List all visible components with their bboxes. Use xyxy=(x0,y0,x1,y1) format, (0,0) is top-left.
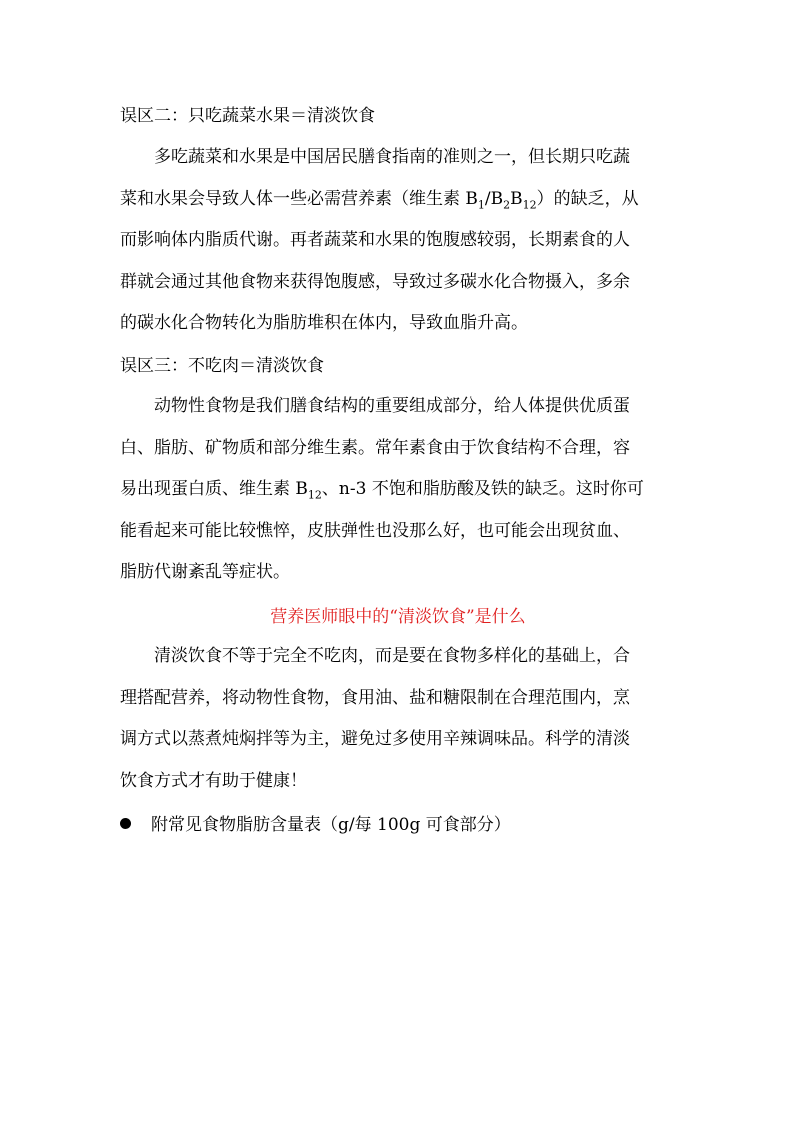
text-segment: /B xyxy=(484,188,504,209)
subscript: 12 xyxy=(307,488,322,502)
paragraph-light-diet xyxy=(120,636,676,802)
text-line: 的碳水化合物转化为脂肪堆积在体内，导致血脂升高。 xyxy=(120,313,528,334)
text-line: 脂肪代谢紊乱等症状。 xyxy=(120,562,290,583)
text-line: 白、脂肪、矿物质和部分维生素。常年素食由于饮食结构不合理，容 xyxy=(120,437,630,458)
subscript: 2 xyxy=(503,197,511,211)
text-line: 动物性食物是我们膳食结构的重要组成部分，给人体提供优质蛋 xyxy=(154,396,630,416)
text-line xyxy=(120,179,676,221)
paragraph-myth-2 xyxy=(120,137,676,345)
text-segment: ）的缺乏，从 xyxy=(536,188,639,209)
text-line: 饮食方式才有助于健康！ xyxy=(120,770,307,791)
paragraph-myth-3 xyxy=(120,386,676,594)
text-line: 理搭配营养，将动物性食物，食用油、盐和糖限制在合理范围内，烹 xyxy=(120,687,630,708)
bullet-text: 附常见食物脂肪含量表（g/每 100g 可食部分） xyxy=(151,815,511,835)
bullet-icon xyxy=(120,818,131,829)
section-heading-myth-2: 误区二：只吃蔬菜水果＝清淡饮食 xyxy=(120,106,375,126)
text-segment: 易出现蛋白质、维生素 B xyxy=(120,479,308,500)
text-segment: B xyxy=(510,188,523,209)
text-line: 能看起来可能比较憔悴，皮肤弹性也没那么好，也可能会出现贫血、 xyxy=(120,520,630,541)
subscript: 1 xyxy=(477,197,485,211)
text-line: 调方式以蒸煮炖焖拌等为主，避免过多使用辛辣调味品。科学的清淡 xyxy=(120,729,630,750)
text-line: 群就会通过其他食物来获得饱腹感，导致过多碳水化合物摄入，多余 xyxy=(120,271,630,292)
text-line: 多吃蔬菜和水果是中国居民膳食指南的准则之一，但长期只吃蔬 xyxy=(154,147,630,167)
bullet-item-fat-table xyxy=(120,813,680,837)
text-line: 清淡饮食不等于完全不吃肉，而是要在食物多样化的基础上，合 xyxy=(154,646,630,666)
text-line xyxy=(120,469,676,511)
subscript: 12 xyxy=(522,197,537,211)
section-title-light-diet: 营养医师眼中的“清淡饮食”是什么 xyxy=(270,607,526,627)
text-line: 而影响体内脂质代谢。再者蔬菜和水果的饱腹感较弱，长期素食的人 xyxy=(120,230,630,251)
text-segment: 、n-3 不饱和脂肪酸及铁的缺乏。这时你可 xyxy=(321,479,644,500)
section-heading-myth-3: 误区三：不吃肉＝清淡饮食 xyxy=(120,356,324,376)
text-segment: 菜和水果会导致人体一些必需营养素（维生素 B xyxy=(120,188,478,209)
